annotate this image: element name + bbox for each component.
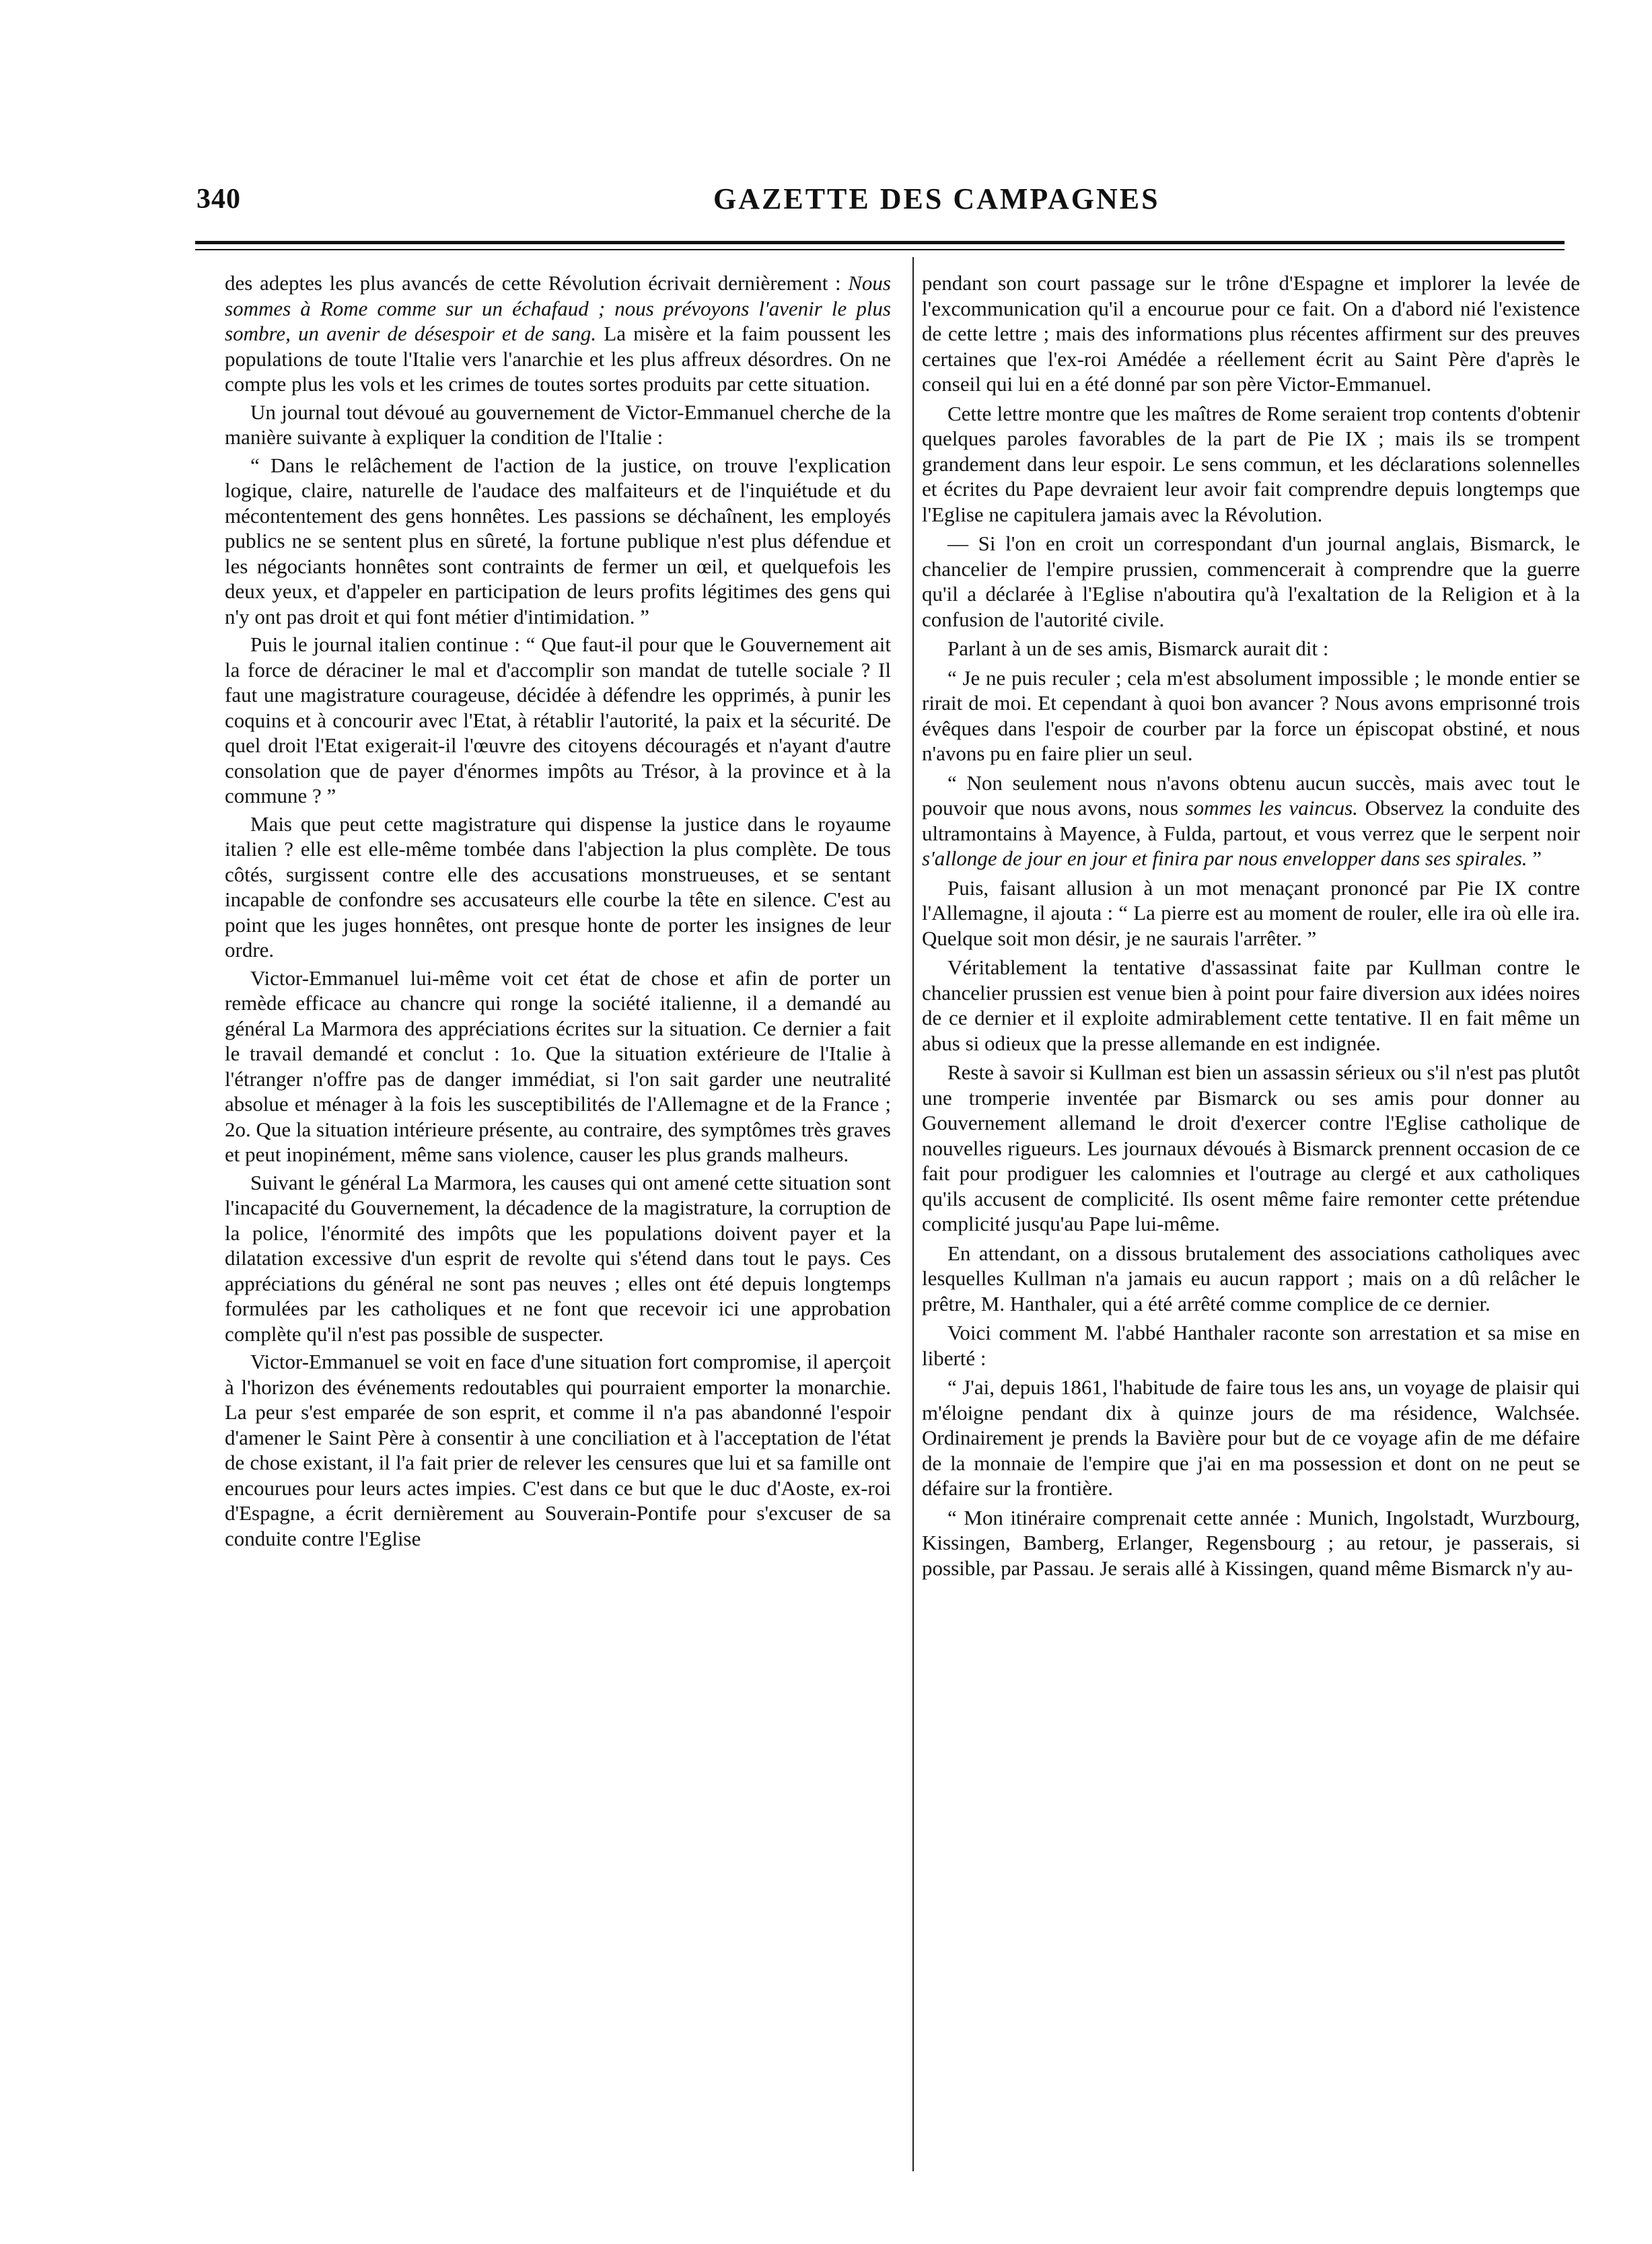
text-run: des adeptes les plus avancés de cette Révolution écrivait dernièrement : (225, 271, 849, 295)
paragraph: Suivant le général La Marmora, les causes qui ont amené cette situation sont l'incapacité du Gouvernement, la décadence de la magistrature, la corruption de la police, l'énormité des impôts que les populations doivent payer et la dilatation excessive d'un esprit de revolte qui s'étend dans tout le pays. Ces appréciations du général ne sont pas neuves ; elles ont été depuis longtemps formulées par les catholiques et ne font que recevoir ici une approbation complète qu'il n'est pas possible de suspecter. (225, 1170, 891, 1346)
paragraph: “ J'ai, depuis 1861, l'habitude de faire tous les ans, un voyage de plaisir qui m'éloigne pendant dix à quinze jours de ma résidence, Walchsée. Ordinairement je prends la Bavière pour but de ce voyage afin de me défaire de la monnaie de l'empire que j'ai en ma possession et dont on ne peut se défaire sur la frontière. (922, 1375, 1580, 1500)
paragraph (225, 270, 891, 397)
paragraph: Véritablement la tentative d'assassinat faite par Kullman contre le chancelier prussien est venue bien à point pour faire diversion aux idées noires de ce dernier et il exploite admirablement cette tentative. Il en fait même un abus si odieux que la presse allemande en est indignée. (922, 955, 1580, 1055)
header-rule-thin (195, 249, 1565, 250)
left-column (225, 270, 891, 2168)
masthead-title: GAZETTE DES CAMPAGNES (713, 182, 1160, 215)
paragraph: Puis le journal italien continue : “ Que faut-il pour que le Gouvernement ait la force de déraciner le mal et d'accomplir son mandat de tutelle sociale ? Il faut une magistrature courageuse, décidée à défendre les opprimés, à punir les coquins et à concourir avec l'Etat, à rétablir l'autorité, la paix et la sécurité. De quel droit l'Etat exigerait-il l'œuvre des citoyens découragés et n'ayant d'autre consolation que de payer d'énormes impôts au Trésor, à la province et à la commune ? ” (225, 632, 891, 807)
paragraph (922, 770, 1580, 871)
paragraph: Parlant à un de ses amis, Bismarck aurait dit : (947, 637, 1329, 660)
text-run: La misère et la faim poussent les populations de toute l'Italie vers l'anarchie et les plus affreux désordres. On ne compte plus les vols et les crimes de toutes sortes produits par cette situation. (225, 322, 891, 396)
page-number: 340 (196, 184, 241, 215)
italic-text: s'allonge de jour en jour et finira par nous envelopper dans ses spirales. (922, 846, 1528, 870)
text-run: “ Non seulement nous n'avons obtenu aucun succès, mais avec tout le pouvoir que nous avons, nous (922, 770, 1580, 820)
italic-text: sommes les vaincus. (1185, 796, 1358, 820)
paragraph: Reste à savoir si Kullman est bien un assassin sérieux ou s'il n'est pas plutôt une tromperie inventée par Bismarck ou ses amis pour donner au Gouvernement allemand le droit d'exercer contre l'Eglise catholique de nouvelles rigueurs. Les journaux dévoués à Bismarck prennent occasion de ce fait pour prodiguer les calomnies et l'outrage au clergé et aux catholiques qu'ils accusent de complicité. Ils osent même faire remonter cette prétendue complicité jusqu'au Pape lui-même. (922, 1060, 1580, 1235)
header-rule-thick (195, 241, 1565, 244)
text-run: Observez la conduite des ultramontains à Mayence, à Fulda, partout, et vous verrez que le serpent noir (922, 796, 1580, 845)
text-run: ” (1527, 846, 1542, 870)
paragraph: “ Je ne puis reculer ; cela m'est absolument impossible ; le monde entier se rirait de moi. Et cependant à quoi bon avancer ? Nous avons emprisonné trois évêques dans l'espoir de courber par la force un épiscopat obstiné, et nous n'avons pu en faire plier un seul. (922, 665, 1580, 765)
italic-quote: Nous sommes à Rome comme sur un échafaud ; nous prévoyons l'avenir le plus sombre, un avenir de désespoir et de sang. (225, 271, 891, 345)
paragraph: “ Mon itinéraire comprenait cette année : Munich, Ingolstadt, Wurzbourg, Kissingen, Bamberg, Erlanger, Regensbourg ; au retour, je passerais, si possible, par Passau. Je serais allé à Kissingen, quand même Bismarck n'y au- (922, 1505, 1580, 1580)
paragraph: Voici comment M. l'abbé Hanthaler raconte son arrestation et sa mise en liberté : (922, 1321, 1580, 1370)
paragraph: Cette lettre montre que les maîtres de Rome seraient trop contents d'obtenir quelques paroles favorables de la part de Pie IX ; mais ils se trompent grandement dans leur espoir. Le sens commun, et les déclarations solennelles et écrites du Pape devraient leur avoir fait comprendre depuis longtemps que l'Eglise ne capitulera jamais avec la Révolution. (922, 401, 1580, 526)
paragraph: “ Dans le relâchement de l'action de la justice, on trouve l'explication logique, claire, naturelle de l'audace des malfaiteurs et de l'inquiétude et du mécontentement des gens honnêtes. Les passions se déchaînent, les employés publics ne se sentent plus en sûreté, la fortune publique n'est plus défendue et les négociants honnêtes sont contraints de fermer un œil, et quelquefois les deux yeux, et d'appeler en participation de leurs profits légitimes des gens qui n'y ont pas droit et qui font métier d'intimidation. ” (225, 453, 891, 628)
right-column (922, 270, 1580, 2168)
column-divider (912, 257, 914, 2171)
paragraph: — Si l'on en croit un correspondant d'un journal anglais, Bismarck, le chancelier de l'empire prussien, commencerait à comprendre que la guerre qu'il a déclarée à l'Eglise n'aboutira qu'à l'exaltation de la Religion et à la confusion de l'autorité civile. (922, 532, 1580, 631)
paragraph: pendant son court passage sur le trône d'Espagne et implorer la levée de l'excommunication qu'il a encourue pour ce fait. On a d'abord nié l'existence de cette lettre ; mais des informations plus récentes affirment sur des preuves certaines que l'ex-roi Amédée a réellement écrit au Saint Père d'après le conseil qui lui en a été donné par son père Victor-Emmanuel. (922, 271, 1580, 396)
paragraph: Victor-Emmanuel lui-même voit cet état de chose et afin de porter un remède efficace au chancre qui ronge la société italienne, il a demandé au général La Marmora des appréciations écrites sur la situation. Ce dernier a fait le travail demandé et conclut : 1o. Que la situation extérieure de l'Italie à l'étranger n'offre pas de danger immédiat, si l'on sait garder une neutralité absolue et ménager à la fois les susceptibilités de l'Allemagne et de la France ; 2o. Que la situation intérieure présente, au contraire, des symptômes très graves et peut inopinément, même sans violence, causer les plus grands malheurs. (225, 966, 891, 1166)
paragraph: Puis, faisant allusion à un mot menaçant prononcé par Pie IX contre l'Allemagne, il ajouta : “ La pierre est au moment de rouler, elle ira où elle ira. Quelque soit mon désir, je ne saurais l'arrêter. ” (922, 875, 1580, 950)
paragraph: En attendant, on a dissous brutalement des associations catholiques avec lesquelles Kullman n'a jamais eu aucun rapport ; mais on a dû relâcher le prêtre, M. Hanthaler, qui a été arrêté comme complice de ce dernier. (922, 1241, 1580, 1315)
paragraph: Mais que peut cette magistrature qui dispense la justice dans le royaume italien ? elle est elle-même tombée dans l'abjection la plus complète. De tous côtés, surgissent contre elle des accusations monstrueuses, et se sentant incapable de confondre ses accusateurs elle courbe la tête en silence. C'est au point que les juges honnêtes, ont presque honte de porter les insignes de leur ordre. (225, 811, 891, 962)
paragraph: Victor-Emmanuel se voit en face d'une situation fort compromise, il aperçoit à l'horizon des événements redoutables qui pourraient emporter la monarchie. La peur s'est emparée de son esprit, et comme il n'a pas abandonné l'espoir d'amener le Saint Père à consentir à une conciliation et à l'acceptation de l'état de chose existant, il l'a fait prier de relever les censures que lui et sa famille ont encourues pour leurs actes impies. C'est dans ce but que le duc d'Aoste, ex-roi d'Espagne, a écrit dernièrement au Souverain-Pontife pour s'excuser de sa conduite contre l'Eglise (225, 1350, 891, 1550)
paragraph: Un journal tout dévoué au gouvernement de Victor-Emmanuel cherche de la manière suivante à expliquer la condition de l'Italie : (225, 400, 891, 449)
